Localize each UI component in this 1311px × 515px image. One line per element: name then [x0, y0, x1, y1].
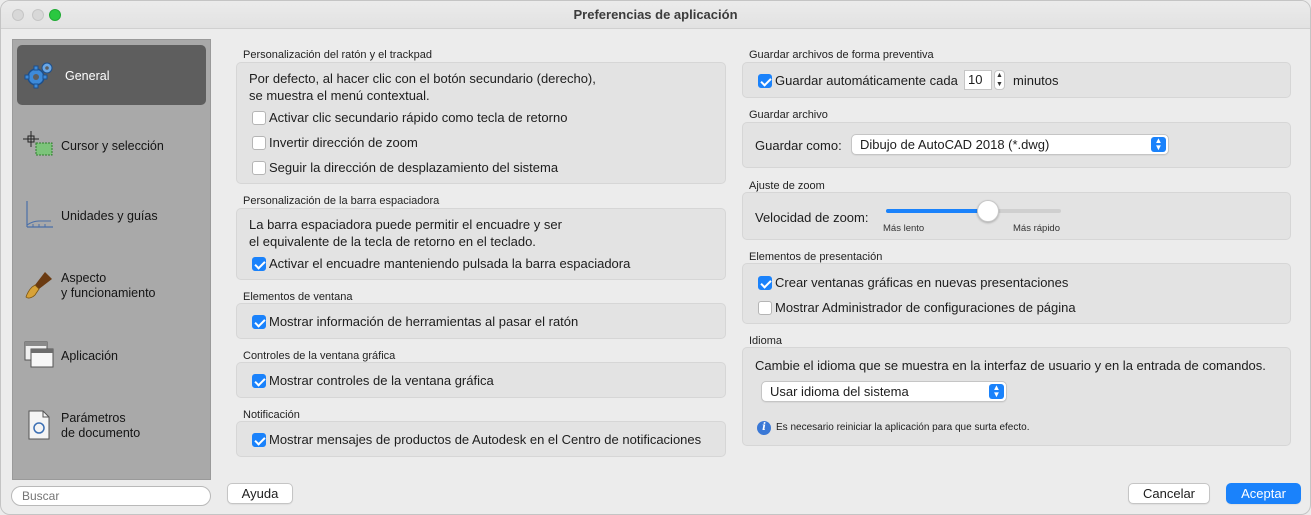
window-elements-panel [236, 303, 726, 339]
language-section-title: Idioma [749, 335, 783, 347]
chevron-updown-icon: ▲ ▼ [1151, 137, 1166, 152]
system-scroll-checkbox[interactable] [252, 161, 266, 175]
autosave-label: Guardar automáticamente cada [775, 73, 958, 88]
viewport-controls-checkbox[interactable] [252, 374, 266, 388]
save-as-label: Guardar como: [755, 138, 842, 153]
mouse-description-2: se muestra el menú contextual. [249, 88, 430, 103]
viewport-section-title: Controles de la ventana gráfica [243, 350, 396, 362]
search-input[interactable] [11, 486, 211, 506]
notification-section-title: Notificación [243, 409, 300, 421]
rapid-right-click-checkbox[interactable] [252, 111, 266, 125]
spacebar-panel [236, 208, 726, 280]
spacebar-description-2: el equivalente de la tecla de retorno en el teclado. [249, 234, 536, 249]
title-bar [1, 1, 1310, 29]
layout-panel [742, 263, 1291, 324]
layout-section-title: Elementos de presentación [749, 251, 883, 263]
mouse-description-1: Por defecto, al hacer clic con el botón secundario (derecho), [249, 71, 596, 86]
ruler-graph-icon [23, 199, 55, 231]
zoom-panel [742, 192, 1291, 240]
zoom-section-title: Ajuste de zoom [749, 180, 825, 192]
page-setup-manager-checkbox[interactable] [758, 301, 772, 315]
crosshair-icon [23, 129, 55, 161]
zoom-speed-slider[interactable] [886, 209, 1061, 213]
chevron-updown-icon: ▲ ▼ [989, 384, 1004, 399]
autosave-checkbox[interactable] [758, 74, 772, 88]
sidebar-item-label: Unidades y guías [61, 209, 158, 223]
document-icon [23, 409, 55, 441]
autosave-section-title: Guardar archivos de forma preventiva [749, 49, 934, 61]
spacebar-section-title: Personalización de la barra espaciadora [243, 195, 440, 207]
sidebar-item-label: General [65, 69, 110, 83]
sidebar-item-units[interactable] [17, 185, 206, 245]
viewport-controls-label: Mostrar controles de la ventana gráfica [269, 373, 494, 388]
notifications-label: Mostrar mensajes de productos de Autodesk en el Centro de notificaciones [269, 432, 702, 447]
reverse-zoom-label: Invertir dirección de zoom [269, 135, 418, 150]
language-panel [742, 347, 1291, 446]
page-setup-manager-label: Mostrar Administrador de configuraciones de página [775, 300, 1076, 315]
language-select[interactable] [761, 381, 1007, 402]
sidebar-item-general[interactable] [17, 45, 206, 105]
window-elements-section-title: Elementos de ventana [243, 291, 353, 303]
mouse-panel [236, 62, 726, 184]
sidebar [12, 39, 211, 480]
autosave-minutes-stepper[interactable]: ▲ ▼ [994, 70, 1005, 90]
create-viewports-label: Crear ventanas gráficas en nuevas presentaciones [775, 275, 1069, 290]
accept-button[interactable]: Aceptar [1226, 483, 1301, 504]
window-title: Preferencias de aplicación [573, 7, 738, 22]
windows-icon [23, 339, 55, 371]
sidebar-item-label: Aspecto [61, 271, 107, 285]
notifications-checkbox[interactable] [252, 433, 266, 447]
notification-panel [236, 421, 726, 457]
rapid-right-click-label: Activar clic secundario rápido como tecla de retorno [269, 110, 568, 125]
create-viewports-checkbox[interactable] [758, 276, 772, 290]
viewport-panel [236, 362, 726, 398]
autosave-unit-label: minutos [1013, 73, 1059, 88]
spacebar-pan-label: Activar el encuadre manteniendo pulsada la barra espaciadora [269, 256, 631, 271]
spacebar-description-1: La barra espaciadora puede permitir el encuadre y ser [249, 217, 562, 232]
tooltips-checkbox[interactable] [252, 315, 266, 329]
cancel-button[interactable]: Cancelar [1128, 483, 1210, 504]
sidebar-item-appearance[interactable] [17, 255, 206, 315]
autosave-panel [742, 62, 1291, 98]
tooltips-label: Mostrar información de herramientas al pasar el ratón [269, 314, 579, 329]
paintbrush-icon [23, 269, 55, 301]
sidebar-item-label: Aplicación [61, 349, 118, 363]
spacebar-pan-checkbox[interactable] [252, 257, 266, 271]
sidebar-item-cursor[interactable] [17, 115, 206, 175]
system-scroll-label: Seguir la dirección de desplazamiento del sistema [269, 160, 559, 175]
save-section-title: Guardar archivo [749, 109, 828, 121]
zoom-min-label: Más lento [883, 223, 925, 234]
sidebar-item-label-line2: y funcionamiento [61, 286, 156, 300]
sidebar-item-label: Parámetros [61, 411, 126, 425]
help-button[interactable]: Ayuda [227, 483, 293, 504]
zoom-max-label: Más rápido [1013, 223, 1060, 234]
zoom-speed-label: Velocidad de zoom: [755, 210, 869, 225]
save-format-value: Dibujo de AutoCAD 2018 (*.dwg) [860, 137, 1050, 152]
save-panel [742, 122, 1291, 168]
restart-note: Es necesario reiniciar la aplicación para que surta efecto. [776, 422, 1030, 433]
language-description: Cambie el idioma que se muestra en la interfaz de usuario y en la entrada de comandos. [755, 358, 1266, 373]
info-icon: i [757, 421, 771, 435]
sidebar-item-application[interactable] [17, 325, 206, 385]
save-format-select[interactable] [851, 134, 1169, 155]
zoom-speed-thumb[interactable] [977, 200, 999, 222]
gear-icon [23, 59, 55, 91]
reverse-zoom-checkbox[interactable] [252, 136, 266, 150]
sidebar-item-document[interactable] [17, 395, 206, 455]
sidebar-item-label: Cursor y selección [61, 139, 164, 153]
mouse-section-title: Personalización del ratón y el trackpad [243, 49, 432, 61]
zoom-speed-fill [886, 209, 988, 213]
language-value: Usar idioma del sistema [770, 384, 909, 399]
autosave-minutes-input[interactable]: 10 [964, 70, 992, 90]
sidebar-item-label-line2: de documento [61, 426, 141, 440]
